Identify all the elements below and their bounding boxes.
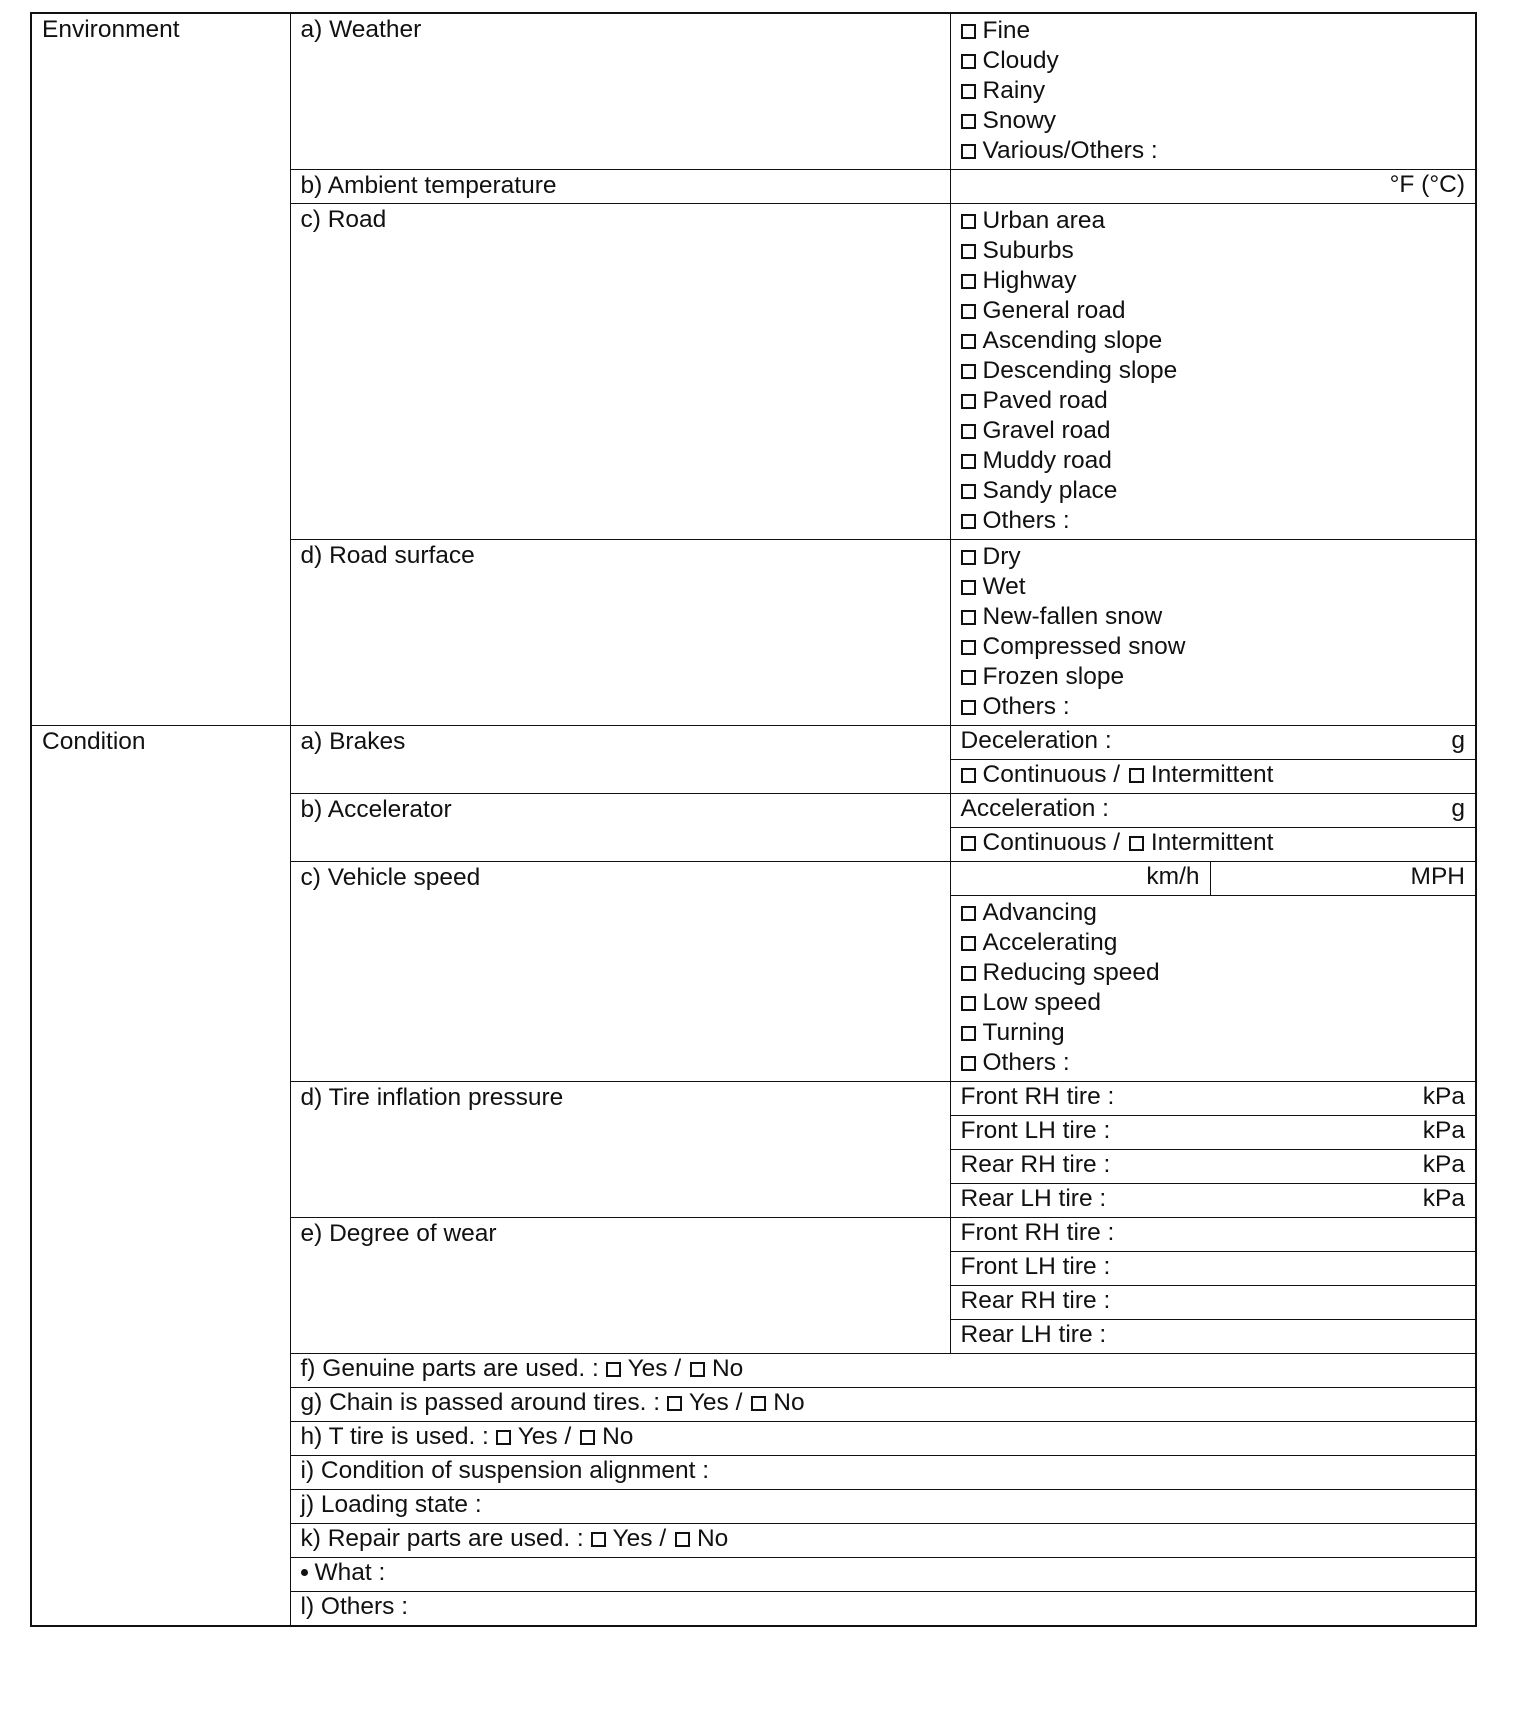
speed-kmh-field[interactable]: km/h: [951, 862, 1211, 895]
pressure-front-lh[interactable]: Front LH tire : kPa: [950, 1116, 1476, 1150]
checkbox-icon[interactable]: [961, 484, 976, 499]
accelerator-label: b) Accelerator: [290, 794, 950, 862]
speed-option[interactable]: Others :: [961, 1048, 1476, 1078]
vehicle-speed-fields: [950, 862, 1476, 896]
road-option[interactable]: Muddy road: [961, 446, 1476, 476]
road-options: [950, 204, 1476, 540]
speed-option[interactable]: Reducing speed: [961, 958, 1476, 988]
speed-option[interactable]: Accelerating: [961, 928, 1476, 958]
checkbox-icon[interactable]: [961, 580, 976, 595]
vehicle-speed-options: [950, 896, 1476, 1082]
checkbox-icon[interactable]: [961, 24, 976, 39]
acceleration-field[interactable]: [950, 794, 1476, 828]
t-tire-row: h) T tire is used. : Yes / No: [290, 1422, 1476, 1456]
brakes-continuous: Continuous /: [982, 761, 1121, 788]
checkbox-icon[interactable]: [961, 304, 976, 319]
checkbox-icon[interactable]: [961, 424, 976, 439]
deceleration-unit: g: [1451, 727, 1465, 754]
checkbox-icon[interactable]: [961, 364, 976, 379]
wear-rear-lh[interactable]: Rear LH tire :: [950, 1320, 1476, 1354]
brakes-mode: [950, 760, 1476, 794]
checkbox-icon[interactable]: [961, 936, 976, 951]
road-surface-option[interactable]: Frozen slope: [961, 662, 1476, 692]
speed-option[interactable]: Turning: [961, 1018, 1476, 1048]
checkbox-icon[interactable]: [961, 640, 976, 655]
road-label: c) Road: [290, 204, 950, 540]
weather-label: a) Weather: [290, 13, 950, 170]
wear-front-rh[interactable]: Front RH tire :: [950, 1218, 1476, 1252]
deceleration-label: Deceleration :: [960, 727, 1112, 754]
section-condition: Condition: [31, 726, 290, 1627]
checkbox-icon[interactable]: [961, 768, 976, 783]
checkbox-icon[interactable]: [961, 214, 976, 229]
checkbox-icon[interactable]: [961, 144, 976, 159]
suspension-row[interactable]: i) Condition of suspension alignment :: [290, 1456, 1476, 1490]
road-option[interactable]: Sandy place: [961, 476, 1476, 506]
temperature-field[interactable]: [950, 170, 1476, 204]
checkbox-icon[interactable]: [961, 54, 976, 69]
diagnosis-form-table: [30, 12, 1477, 1627]
checkbox-icon[interactable]: [690, 1362, 705, 1377]
road-option[interactable]: Suburbs: [961, 236, 1476, 266]
repair-parts-row: k) Repair parts are used. : Yes / No: [290, 1524, 1476, 1558]
brakes-label: a) Brakes: [290, 726, 950, 794]
checkbox-icon[interactable]: [961, 550, 976, 565]
brakes-intermittent: Intermittent: [1150, 761, 1274, 788]
road-option[interactable]: Descending slope: [961, 356, 1476, 386]
checkbox-icon[interactable]: [961, 906, 976, 921]
accelerator-intermittent: Intermittent: [1150, 829, 1274, 856]
road-option[interactable]: Paved road: [961, 386, 1476, 416]
genuine-parts-row: f) Genuine parts are used. : Yes / No: [290, 1354, 1476, 1388]
weather-option-others[interactable]: Various/Others :: [961, 136, 1476, 166]
what-row[interactable]: What :: [290, 1558, 1476, 1592]
checkbox-icon[interactable]: [961, 670, 976, 685]
temperature-unit: °F (°C): [1389, 171, 1465, 198]
weather-option-rainy[interactable]: Rainy: [961, 76, 1476, 106]
acceleration-unit: g: [1451, 795, 1465, 822]
road-surface-option[interactable]: Dry: [961, 542, 1476, 572]
checkbox-icon[interactable]: [751, 1396, 766, 1411]
checkbox-icon[interactable]: [1129, 768, 1144, 783]
checkbox-icon[interactable]: [961, 454, 976, 469]
tire-pressure-label: d) Tire inflation pressure: [290, 1082, 950, 1218]
wear-rear-rh[interactable]: Rear RH tire :: [950, 1286, 1476, 1320]
road-surface-option[interactable]: Others :: [961, 692, 1476, 722]
road-surface-option[interactable]: New-fallen snow: [961, 602, 1476, 632]
road-surface-option[interactable]: Compressed snow: [961, 632, 1476, 662]
loading-row[interactable]: j) Loading state :: [290, 1490, 1476, 1524]
weather-options: [950, 13, 1476, 170]
checkbox-icon[interactable]: [961, 334, 976, 349]
checkbox-icon[interactable]: [961, 274, 976, 289]
checkbox-icon[interactable]: [961, 514, 976, 529]
weather-option-snowy[interactable]: Snowy: [961, 106, 1476, 136]
checkbox-icon[interactable]: [667, 1396, 682, 1411]
vehicle-speed-label: c) Vehicle speed: [290, 862, 950, 1082]
checkbox-icon[interactable]: [961, 1026, 976, 1041]
section-environment: Environment: [31, 13, 290, 726]
checkbox-icon[interactable]: [961, 966, 976, 981]
checkbox-icon[interactable]: [961, 84, 976, 99]
road-option[interactable]: General road: [961, 296, 1476, 326]
road-option[interactable]: Ascending slope: [961, 326, 1476, 356]
road-option[interactable]: Others :: [961, 506, 1476, 536]
temperature-label: b) Ambient temperature: [290, 170, 950, 204]
pressure-rear-lh[interactable]: Rear LH tire : kPa: [950, 1184, 1476, 1218]
road-option[interactable]: Highway: [961, 266, 1476, 296]
road-option[interactable]: Gravel road: [961, 416, 1476, 446]
chain-row: g) Chain is passed around tires. : Yes / No: [290, 1388, 1476, 1422]
bullet-icon: [301, 1569, 308, 1576]
checkbox-icon[interactable]: [1129, 836, 1144, 851]
speed-option[interactable]: Low speed: [961, 988, 1476, 1018]
checkbox-icon[interactable]: [961, 114, 976, 129]
road-surface-options: [950, 540, 1476, 726]
checkbox-icon[interactable]: [606, 1362, 621, 1377]
weather-option-cloudy[interactable]: Cloudy: [961, 46, 1476, 76]
checkbox-icon[interactable]: [496, 1430, 511, 1445]
weather-option-fine[interactable]: Fine: [961, 16, 1476, 46]
speed-option[interactable]: Advancing: [961, 898, 1476, 928]
checkbox-icon[interactable]: [961, 394, 976, 409]
others-row[interactable]: l) Others :: [290, 1592, 1476, 1627]
accelerator-mode: [950, 828, 1476, 862]
pressure-rear-rh[interactable]: Rear RH tire : kPa: [950, 1150, 1476, 1184]
accelerator-continuous: Continuous /: [982, 829, 1121, 856]
road-surface-label: d) Road surface: [290, 540, 950, 726]
checkbox-icon[interactable]: [961, 836, 976, 851]
checkbox-icon[interactable]: [675, 1532, 690, 1547]
wear-front-lh[interactable]: Front LH tire :: [950, 1252, 1476, 1286]
road-option[interactable]: Urban area: [961, 206, 1476, 236]
checkbox-icon[interactable]: [580, 1430, 595, 1445]
checkbox-icon[interactable]: [961, 610, 976, 625]
wear-label: e) Degree of wear: [290, 1218, 950, 1354]
deceleration-field[interactable]: [950, 726, 1476, 760]
acceleration-label: Acceleration :: [960, 795, 1109, 822]
road-surface-option[interactable]: Wet: [961, 572, 1476, 602]
checkbox-icon[interactable]: [961, 996, 976, 1011]
speed-mph-field[interactable]: MPH: [1410, 863, 1465, 890]
pressure-front-rh[interactable]: Front RH tire : kPa: [950, 1082, 1476, 1116]
checkbox-icon[interactable]: [961, 244, 976, 259]
checkbox-icon[interactable]: [961, 700, 976, 715]
checkbox-icon[interactable]: [961, 1056, 976, 1071]
checkbox-icon[interactable]: [591, 1532, 606, 1547]
